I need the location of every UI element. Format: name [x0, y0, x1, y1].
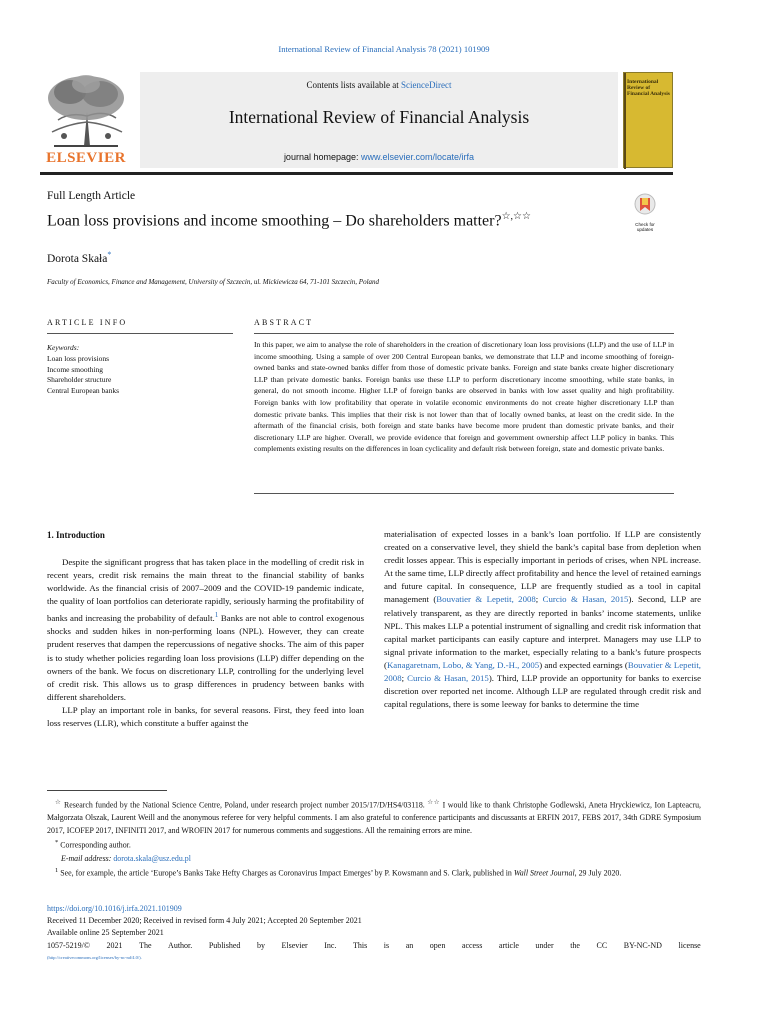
license-word: Elsevier — [281, 940, 308, 950]
license-word: the — [570, 940, 580, 950]
abstract-bottom-rule — [254, 493, 674, 494]
keyword-item: Central European banks — [47, 386, 120, 396]
header-divider — [40, 172, 673, 175]
crossmark-label: Check for updates — [635, 222, 655, 232]
license-word: The — [139, 940, 152, 950]
license-word: access — [461, 940, 483, 950]
license-word: Author. — [168, 940, 193, 950]
homepage-prefix: journal homepage: — [283, 152, 361, 162]
article-type: Full Length Article — [47, 190, 136, 202]
footnote-email — [47, 853, 701, 866]
license-word: is — [383, 940, 390, 950]
intro-r2: ). Second, LLP are relatively transparent, as they are directly reported in banks’ income statements, unlike NPL. This makes LLP a potential instrument of signalling and credit risk information that capital market participants can easily capture and interpret. Managers may use LLP to signal private information to the market, especially relating to a bank’s future prospects ( — [384, 594, 701, 670]
keyword-item: Shareholder structure — [47, 375, 112, 385]
footnote-acknowledgements-text: I would like to thank Christophe Godlewski, Aneta Hryckiewicz, Ion Lapteacru, Małgorzata Olszak, Laurent Weill and the anonymous referee for very helpful comments. I am also grateful to conference participants and discussants at ERFIN 2017, FEBS 2017, 34th GDRE Symposium 2017, ICOFEP 2017, INFINITI 2017, and WROFIN 2017 for numerous comments and suggestions. All the remaining errors are mine. — [47, 800, 702, 835]
license-word: article — [498, 940, 519, 950]
intro-r1: materialisation of expected losses in a bank’s loan portfolio. If LLP are consistently created on a conservative level, they shield the bank’s capital base from depletion when credit losses appear. This is especially important in periods of crises, when NPL increase. At the same time, LLP directly affect profitability and hence the level of retained earnings and future capital. In consequence, LLP are frequently studied as a tool in capital management ( — [384, 529, 701, 605]
citation-separator: ; — [401, 673, 408, 684]
footnote-1-text-a: See, for example, the article ‘Europe’s Banks Take Hefty Charges as Coronavirus Impact Emerges’ by P. Kowsmann and S. Clark, published in — [60, 868, 514, 878]
license-word: an — [405, 940, 414, 950]
abstract-rule — [254, 333, 674, 334]
license-url[interactable]: (http://creativecommons.org/licenses/by-nc-nd/4.0/). — [47, 954, 142, 960]
citation-link[interactable]: Bouvatier & Lepetit, 2008 — [436, 594, 536, 605]
abstract-text: In this paper, we aim to analyse the role of shareholders in the creation of discretionary loan loss provisions (LLP) and the use of LLP in income smoothing. Using a sample of over 200 Central European banks, we demonstrate that LLP and income smoothing of foreign-owned banks and state-owned banks differ from those of domestic private banks. Foreign and state banks create higher discretionary LLP than private domestic banks. Foreign banks use these LLP to perform discretionary income smoothing, while state banks, in general, do not smooth income. Higher LLP of foreign banks are observed in banks with low asset quality and high profitability. Foreign banks with low profitability that operate in volatile economic environments do not create higher discretionary LLP than domestic private banks. This implies that their risk is not lower than that of locally owned banks, at least on the credit side. In the aftermath of the financial crisis, both foreign and state banks have become more prudent than domestic private banks, and their discretionary LLP are higher. Overall, we provide evidence that foreign and government ownership affect LLP policy in banks. This complements existing results on the differences in loan cyclicality and default risk between foreign, state and domestic private banks. — [254, 340, 674, 454]
license-word: 2021 — [106, 940, 123, 950]
abstract-heading: ABSTRACT — [254, 318, 314, 327]
article-info-rule — [47, 333, 233, 334]
footnote-funding — [47, 797, 701, 837]
citation-separator: ; — [535, 594, 543, 605]
license-word: Published — [208, 940, 241, 950]
footnote-1 — [47, 865, 701, 880]
publisher-logo-text: ELSEVIER — [46, 150, 126, 166]
author-mark[interactable]: * — [107, 250, 112, 259]
keywords-label: Keywords: — [47, 343, 80, 352]
license-word: BY-NC-ND — [623, 940, 662, 950]
footnote-rule — [47, 790, 167, 791]
intro-paragraph-2: LLP play an important role in banks, for several reasons. First, they feed into loan loss reserves (LLR), which constitute a buffer against the — [47, 704, 364, 729]
email-link[interactable]: dorota.skala@usz.edu.pl — [113, 853, 191, 863]
intro-right-paragraph — [384, 528, 701, 711]
footnote-mark: * — [55, 839, 59, 847]
sciencedirect-link[interactable]: ScienceDirect — [401, 80, 452, 90]
tree-icon — [40, 72, 132, 148]
journal-cover-image — [623, 72, 673, 168]
keyword-item: Loan loss provisions — [47, 353, 110, 363]
intro-right-column — [384, 528, 701, 711]
received-dates: Received 11 December 2020; Received in revised form 4 July 2021; Accepted 20 September 2021 — [47, 916, 362, 926]
email-label: E-mail address: — [61, 853, 112, 863]
online-date: Available online 25 September 2021 — [47, 928, 164, 938]
citation-link[interactable]: Bouvatier & Lepetit, 2008 — [384, 659, 701, 684]
license-word: open — [429, 940, 446, 950]
footnote-1-journal: Wall Street Journal — [513, 868, 575, 878]
author-name: Dorota Skała — [47, 252, 108, 265]
cover-spine — [624, 73, 626, 169]
license-word: Inc. — [324, 940, 337, 950]
author-line — [47, 250, 111, 265]
keyword-item: Income smoothing — [47, 364, 104, 374]
affiliation: Faculty of Economics, Finance and Management, University of Szczecin, ul. Mickiewicza 64, 71-101 Szczecin, Poland — [47, 278, 380, 286]
section-heading-introduction: 1. Introduction — [47, 530, 105, 540]
license-word: by — [256, 940, 265, 950]
check-for-updates-badge[interactable] — [630, 193, 660, 232]
license-word: license — [678, 940, 701, 950]
license-word: under — [535, 940, 554, 950]
footnote-mark: ☆ — [55, 799, 62, 806]
homepage-line — [140, 152, 618, 162]
license-word: CC — [596, 940, 608, 950]
citation-link[interactable]: Curcio & Hasan, 2015 — [542, 594, 629, 605]
footnote-mark: 1 — [55, 867, 59, 875]
license-line — [47, 940, 701, 952]
doi-link[interactable]: https://doi.org/10.1016/j.irfa.2021.101909 — [47, 904, 182, 913]
journal-title: International Review of Financial Analysis — [228, 107, 530, 127]
contents-prefix: Contents lists available at — [306, 80, 401, 90]
footnote-corresponding — [47, 837, 701, 852]
license-word: 1057-5219/© — [47, 940, 90, 950]
corresponding-author-text: Corresponding author. — [60, 841, 131, 851]
intro-p1-text-a: Despite the significant progress that has taken place in the modelling of credit risk in recent years, credit risk remains the main threat to the financial stability of banks worldwide. As the financial crisis of 2007–2009 and the COVID-19 pandemic indicate, the quality of loan portfolios can deteriorate rapidly, seriously harming the profitability of banks and increasing the probability of default. — [47, 557, 364, 624]
citation-link[interactable]: Kanagaretnam, Lobo, & Yang, D.-H., 2005 — [386, 659, 540, 670]
license-word: This — [353, 940, 368, 950]
intro-p1-text-b: Banks are not able to control exogenous shocks and sudden hikes in non-performing loans (NPL). However, they can create prudent reserves that dampen the repercussions of negative shocks. The aim of this paper is to study whether policies regarding loan loss provisions (LLP) differ depending on the owners of the bank. We focus on discretionary LLP, controlling for the underlying level of credit risk. This allows us to grasp differences in prudency between banks with different shareholders. — [47, 613, 365, 702]
article-info-heading: ARTICLE INFO — [47, 318, 128, 327]
intro-r4: ). Third, LLP provide an opportunity for banks to exercise discretion over reported net income. Although LLP are regulated through credit risk and capital regulations, there is some leeway for banks to determine the time — [384, 673, 701, 710]
title-footnote-marks[interactable]: ☆,☆☆ — [501, 211, 531, 222]
article-title-text: Loan loss provisions and income smoothing – Do shareholders matter? — [47, 212, 502, 230]
footnote-ref-1[interactable]: 1 — [214, 610, 219, 620]
keywords-block — [47, 343, 227, 397]
publication-info — [47, 903, 701, 964]
homepage-link[interactable]: www.elsevier.com/locate/irfa — [361, 152, 475, 162]
intro-paragraph-1 — [47, 556, 364, 704]
citation-link[interactable]: Curcio & Hasan, 2015 — [407, 673, 489, 684]
running-head[interactable]: International Review of Financial Analysis 78 (2021) 101909 — [278, 44, 490, 54]
footnote-mark: ☆☆ — [427, 799, 441, 806]
crossmark-icon — [630, 193, 660, 217]
footnote-1-text-b: , 29 July 2020. — [574, 868, 622, 878]
cover-title: International Review of Financial Analysis — [627, 79, 670, 97]
footnotes-block — [47, 797, 701, 880]
intro-left-column — [47, 556, 364, 730]
article-title — [47, 211, 531, 230]
intro-r3: ) and expected earnings ( — [539, 659, 628, 670]
contents-line — [140, 80, 618, 90]
footnote-funding-text: Research funded by the National Science Centre, Poland, under research project number 2015/17/D/HS4/03118. — [63, 800, 425, 810]
